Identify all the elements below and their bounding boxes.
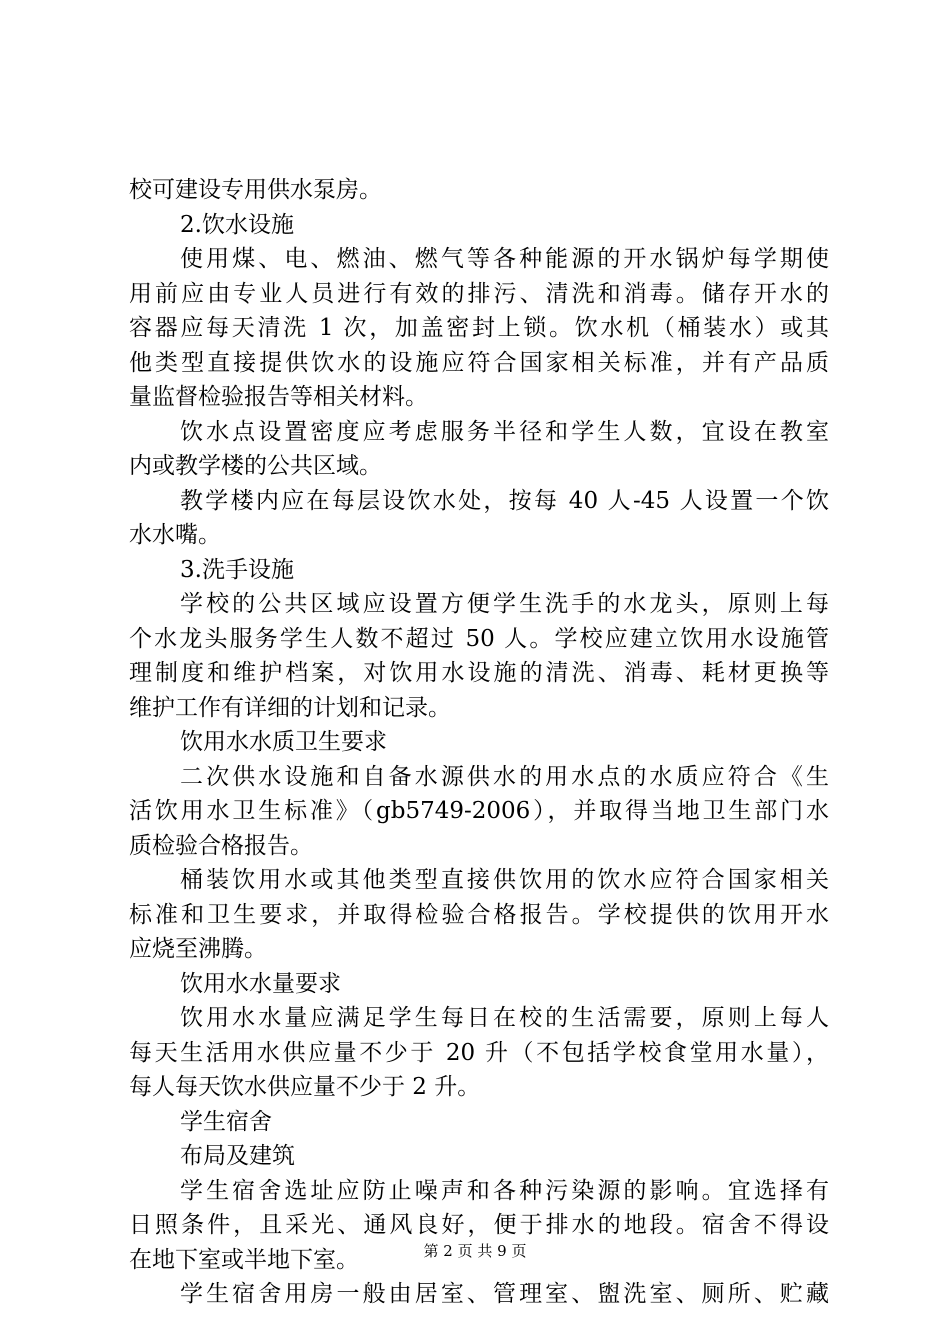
paragraph-line: 日照条件，且采光、通风良好，便于排水的地段。宿舍不得设 [129, 1212, 829, 1238]
paragraph-line: 饮用水水量应满足学生每日在校的生活需要，原则上每人 [180, 1005, 829, 1031]
paragraph-line: 个水龙头服务学生人数不超过 50 人。学校应建立饮用水设施管 [129, 625, 829, 652]
paragraph-line: 在地下室或半地下室。 [129, 1246, 359, 1273]
section-heading: 饮用水水量要求 [180, 970, 341, 997]
paragraph-line: 桶装饮用水或其他类型直接供饮用的饮水应符合国家相关 [180, 867, 829, 893]
document-body [129, 173, 829, 1312]
paragraph-line: 学生宿舍选址应防止噪声和各种污染源的影响。宜选择有 [180, 1177, 829, 1204]
paragraph-line: 维护工作有详细的计划和记录。 [129, 694, 451, 721]
paragraph-line: 校可建设专用供水泵房。 [129, 177, 382, 203]
paragraph-line: 学生宿舍用房一般由居室、管理室、盥洗室、厕所、贮藏 [180, 1281, 829, 1307]
section-heading: 饮用水水质卫生要求 [180, 729, 387, 755]
paragraph-line: 每天生活用水供应量不少于 20 升（不包括学校食堂用水量）， [129, 1039, 829, 1066]
paragraph-line: 标准和卫生要求，并取得检验合格报告。学校提供的饮用开水 [129, 901, 829, 928]
paragraph-line: 饮水点设置密度应考虑服务半径和学生人数，宜设在教室 [180, 418, 829, 445]
paragraph-line: 量监督检验报告等相关材料。 [129, 384, 428, 410]
paragraph-line: 内或教学楼的公共区域。 [129, 453, 382, 479]
paragraph-line: 容器应每天清洗 1 次，加盖密封上锁。饮水机（桶装水）或其 [129, 315, 829, 341]
section-heading: 3.洗手设施 [180, 556, 294, 583]
section-heading: 2.饮水设施 [180, 211, 294, 238]
paragraph-line: 学校的公共区域应设置方便学生洗手的水龙头，原则上每 [180, 591, 829, 617]
section-heading: 布局及建筑 [180, 1143, 295, 1169]
paragraph-line: 理制度和维护档案，对饮用水设施的清洗、消毒、耗材更换等 [129, 660, 829, 686]
paragraph-line: 质检验合格报告。 [129, 832, 313, 859]
paragraph-line: 用前应由专业人员进行有效的排污、清洗和消毒。储存开水的 [129, 280, 829, 307]
paragraph-line: 教学楼内应在每层设饮水处，按每 40 人-45 人设置一个饮 [180, 487, 829, 514]
paragraph-line: 水水嘴。 [129, 522, 221, 548]
paragraph-line: 使用煤、电、燃油、燃气等各种能源的开水锅炉每学期使 [180, 246, 829, 272]
paragraph-line: 应烧至沸腾。 [129, 936, 267, 962]
section-heading: 学生宿舍 [180, 1108, 272, 1135]
paragraph-line: 二次供水设施和自备水源供水的用水点的水质应符合《生 [180, 763, 829, 790]
paragraph-line: 每人每天饮水供应量不少于 2 升。 [129, 1074, 481, 1100]
page-footer: 第 2 页 共 9 页 [423, 1242, 527, 1260]
paragraph-line: 活饮用水卫生标准》（gb5749-2006），并取得当地卫生部门水 [129, 798, 829, 824]
paragraph-line: 他类型直接提供饮水的设施应符合国家相关标准，并有产品质 [129, 349, 829, 376]
